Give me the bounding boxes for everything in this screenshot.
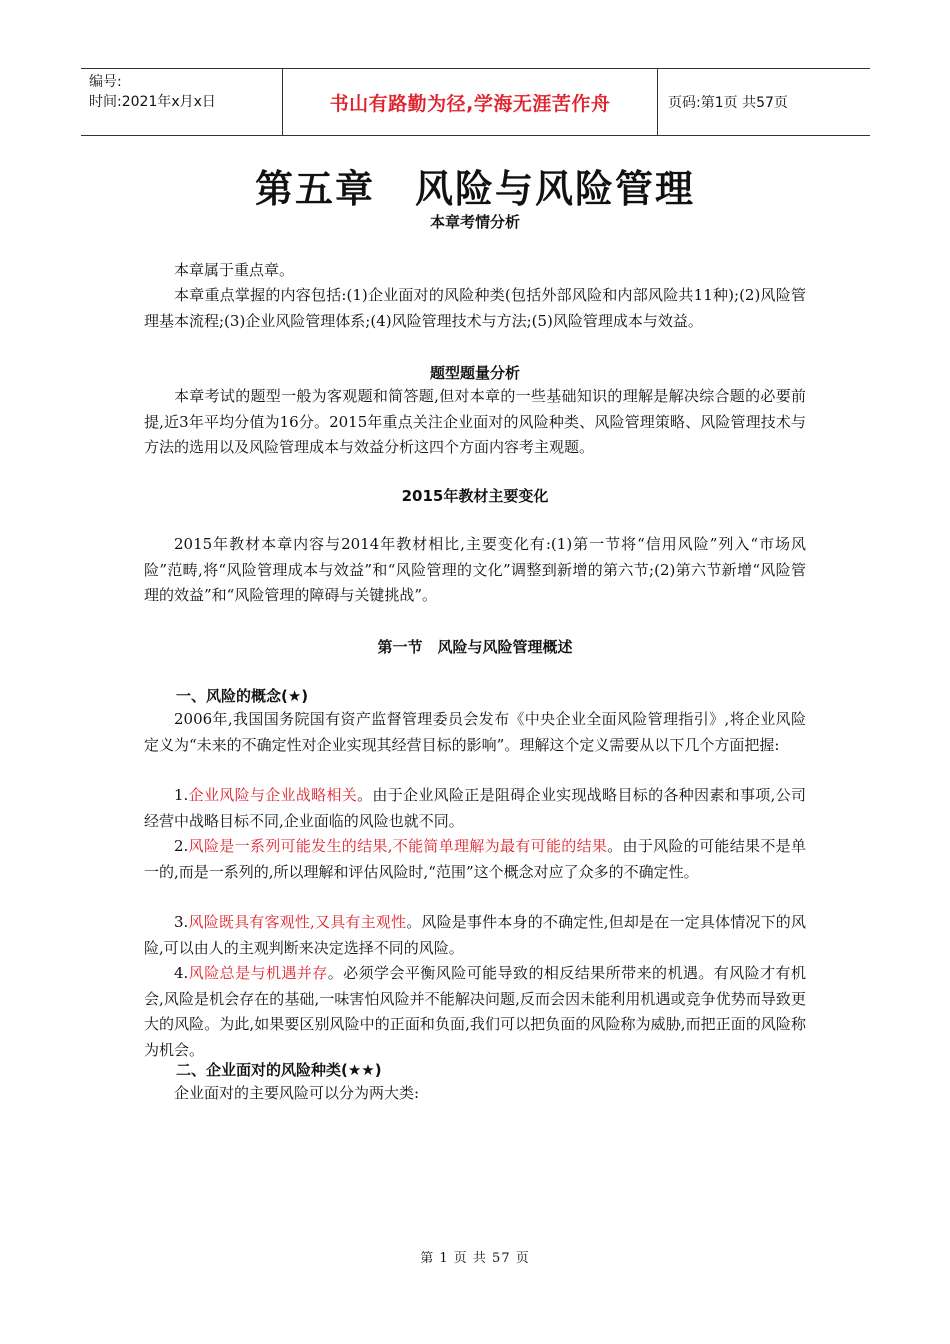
point-1-number: 1. bbox=[174, 786, 189, 804]
risk-types-subheading: 二、企业面对的风险种类(★★) bbox=[176, 1061, 382, 1079]
point-1-text: 。由于企业风险正是阻碍企业实现战略目标的各种因素和事项,公司经营中战略目标不同,企业面临的风险也就不同。 bbox=[144, 786, 806, 830]
point-3-text: 。风险是事件本身的不确定性,但却是在一定具体情况下的风险,可以由人的主观判断来决定选择不同的风险。 bbox=[144, 913, 806, 957]
header-table bbox=[81, 68, 870, 136]
intro-paragraph-2: 本章重点掌握的内容包括:(1)企业面对的风险种类(包括外部风险和内部风险共11种);(2)风险管理基本流程;(3)企业风险管理体系;(4)风险管理技术与方法;(5)风险管理成本与效益。 bbox=[144, 286, 806, 330]
point-2-text: 。由于风险的可能结果不是单一的,而是一系列的,所以理解和评估风险时,“范围”这个概念对应了众多的不确定性。 bbox=[144, 837, 806, 881]
point-4-key: 风险总是与机遇并存 bbox=[188, 964, 328, 982]
risk-types-paragraph: 企业面对的主要风险可以分为两大类: bbox=[174, 1084, 420, 1102]
point-4-text: 。必须学会平衡风险可能导致的相反结果所带来的机遇。有风险才有机会,风险是机会存在的基础,一味害怕风险并不能解决问题,反而会因未能利用机遇或竞争优势而导致更大的风险。为此,如果要区别风险中的正面和负面,我们可以把负面的风险称为威胁,而把正面的风险称为机会。 bbox=[144, 964, 806, 1059]
point-3-number: 3. bbox=[174, 913, 189, 931]
question-analysis-paragraph: 本章考试的题型一般为客观题和简答题,但对本章的一些基础知识的理解是解决综合题的必要前提,近3年平均分值为16分。2015年重点关注企业面对的风险种类、风险管理策略、风险管理技术与方法的选用以及风险管理成本与效益分析这四个方面内容考主观题。 bbox=[144, 387, 806, 456]
changes-heading: 2015年教材主要变化 bbox=[401, 487, 549, 505]
point-4-number: 4. bbox=[174, 964, 189, 982]
point-2 bbox=[144, 834, 806, 885]
header-page-info: 页码:第1页 共57页 bbox=[668, 95, 788, 111]
analysis-heading: 本章考情分析 bbox=[429, 213, 520, 231]
point-3 bbox=[144, 910, 806, 961]
point-4 bbox=[144, 961, 806, 1063]
point-2-number: 2. bbox=[174, 837, 189, 855]
question-analysis-heading: 题型题量分析 bbox=[429, 364, 520, 382]
section1-heading: 第一节 风险与风险管理概述 bbox=[377, 638, 573, 656]
header-left-cell bbox=[81, 69, 282, 135]
risk-definition-paragraph: 2006年,我国国务院国有资产监督管理委员会发布《中央企业全面风险管理指引》,将企业风险定义为“未来的不确定性对企业实现其经营目标的影响”。理解这个定义需要从以下几个方面把握: bbox=[144, 710, 806, 754]
header-motto: 书山有路勤为径,学海无涯苦作舟 bbox=[282, 69, 658, 135]
point-2-key: 风险是一系列可能发生的结果,不能简单理解为最有可能的结果 bbox=[188, 837, 608, 855]
chapter-title: 第五章 风险与风险管理 bbox=[254, 166, 695, 211]
intro-paragraph-1: 本章属于重点章。 bbox=[174, 261, 295, 279]
point-3-key: 风险既具有客观性,又具有主观性 bbox=[188, 913, 407, 931]
time-label: 时间:2021年x月x日 bbox=[89, 94, 216, 110]
point-1 bbox=[144, 783, 806, 834]
point-1-key: 企业风险与企业战略相关 bbox=[188, 786, 358, 804]
page-footer: 第 1 页 共 57 页 bbox=[420, 1251, 530, 1266]
number-label: 编号: bbox=[89, 74, 122, 90]
changes-paragraph: 2015年教材本章内容与2014年教材相比,主要变化有:(1)第一节将“信用风险”列入“市场风险”范畴,将“风险管理成本与效益”和“风险管理的文化”调整到新增的第六节;(2)第六节新增“风险管理的效益”和“风险管理的障碍与关键挑战”。 bbox=[144, 535, 806, 604]
risk-concept-subheading: 一、风险的概念(★) bbox=[176, 687, 309, 705]
